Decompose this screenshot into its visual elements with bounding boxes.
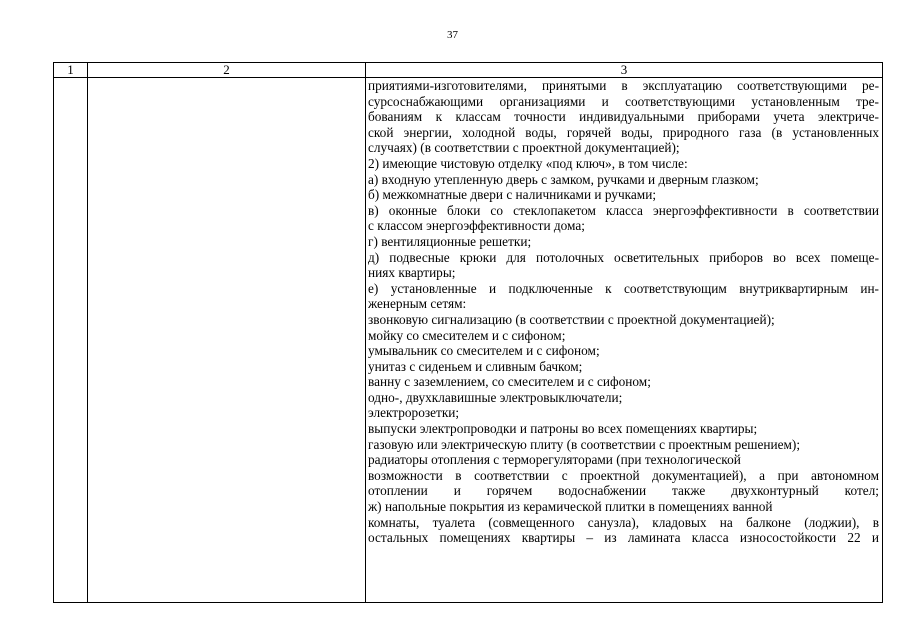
- text-line: д) подвесные крюки для потолочных осветительных приборов во всех помеще-: [368, 249, 879, 265]
- text-line: комнаты, туалета (совмещенного санузла), кладовых на балконе (лоджии), в: [368, 514, 879, 530]
- text-line: мойку со смесителем и с сифоном;: [368, 327, 566, 343]
- text-line: сурсоснабжающими организациями и соответствующими установленным тре-: [368, 93, 879, 109]
- text-line: одно-, двухклавишные электровыключатели;: [368, 389, 623, 405]
- text-line: ванну с заземлением, со смесителем и с сифоном;: [368, 374, 651, 390]
- text-line: звонковую сигнализацию (в соответствии с проектной документацией);: [368, 311, 775, 327]
- text-line: приятиями-изготовителями, принятыми в эксплуатацию соответствующими ре-: [368, 78, 879, 93]
- text-line: а) входную утепленную дверь с замком, ручками и дверным глазком;: [368, 171, 759, 187]
- page-number: 37: [447, 29, 458, 41]
- text-line: б) межкомнатные двери с наличниками и ручками;: [368, 187, 657, 203]
- text-line: г) вентиляционные решетки;: [368, 233, 532, 249]
- cell-col-3: [366, 78, 883, 603]
- cell-col-2: [88, 78, 366, 603]
- header-col-3: 3: [366, 63, 883, 78]
- text-line: газовую или электрическую плиту (в соответствии с проектным решением);: [368, 436, 801, 452]
- text-line: унитаз с сиденьем и сливным бачком;: [368, 358, 583, 374]
- text-line: женерным сетям:: [368, 296, 467, 312]
- text-line: радиаторы отопления с терморегуляторами (при технологической: [368, 452, 741, 468]
- text-line: отоплении и горячем водоснабжении также двухконтурный котел;: [368, 483, 879, 499]
- text-line: электророзетки;: [368, 405, 460, 421]
- text-line: ж) напольные покрытия из керамической плитки в помещениях ванной: [368, 499, 773, 515]
- text-line: выпуски электропроводки и патроны во всех помещениях квартиры;: [368, 421, 758, 437]
- text-line: 2) имеющие чистовую отделку «под ключ», в том числе:: [368, 155, 688, 171]
- text-line: умывальник со смесителем и с сифоном;: [368, 343, 600, 359]
- text-line: бованиям к классам точности индивидуальными приборами учета электриче-: [368, 109, 879, 125]
- requirements-table: [53, 62, 883, 603]
- text-line: ниях квартиры;: [368, 265, 456, 281]
- table-header-row: [54, 63, 883, 78]
- text-line: в) оконные блоки со стеклопакетом класса энергоэффективности в соответствии: [368, 202, 879, 218]
- text-line: ской энергии, холодной воды, горячей воды, природного газа (в установленных: [368, 124, 879, 140]
- text-line: е) установленные и подключенные к соответствующим внутриквартирным ин-: [368, 280, 879, 296]
- cell-col-1: [54, 78, 88, 603]
- header-col-1: 1: [54, 63, 88, 78]
- text-line: возможности в соответствии с проектной документацией), а при автономном: [368, 467, 879, 483]
- text-line: с классом энергоэффективности дома;: [368, 218, 585, 234]
- text-line: остальных помещениях квартиры – из ламината класса износостойкости 22 и: [368, 530, 879, 546]
- text-line: случаях) (в соответствии с проектной документацией);: [368, 140, 680, 156]
- table-row: [54, 78, 883, 603]
- header-col-2: 2: [88, 63, 366, 78]
